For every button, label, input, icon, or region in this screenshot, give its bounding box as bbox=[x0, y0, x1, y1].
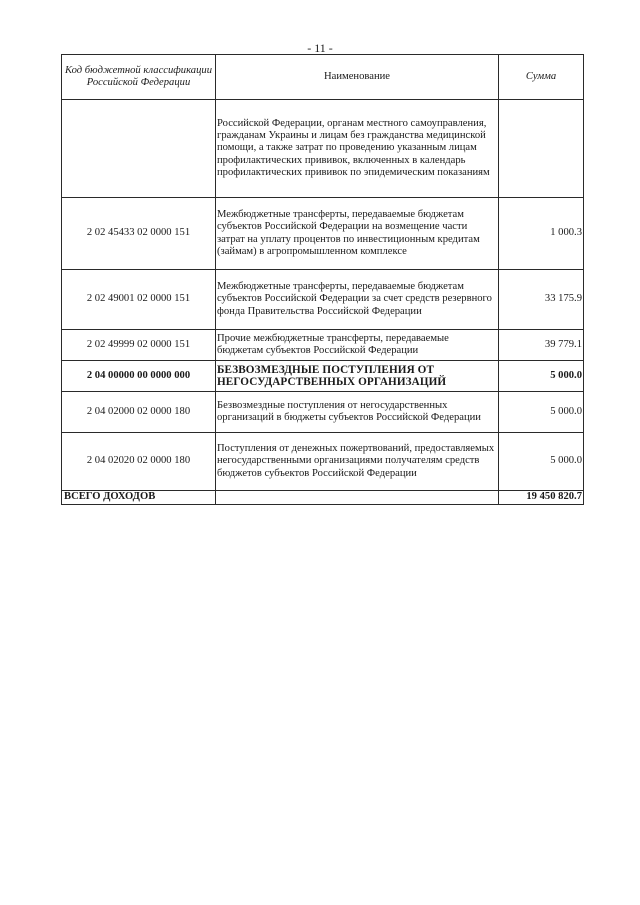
row-code: 2 04 02000 02 0000 180 bbox=[62, 392, 216, 433]
row-name: Безвозмездные поступления от негосударственных организаций в бюджеты субъектов Российской Федерации bbox=[216, 392, 499, 433]
row-sum: 39 779.1 bbox=[499, 330, 584, 361]
row-sum bbox=[499, 100, 584, 198]
total-row bbox=[62, 491, 584, 505]
row-code: 2 02 49001 02 0000 151 bbox=[62, 270, 216, 330]
row-sum: 5 000.0 bbox=[499, 433, 584, 491]
row-code: 2 04 00000 00 0000 000 bbox=[62, 361, 216, 392]
table-row bbox=[62, 392, 584, 433]
table-row bbox=[62, 198, 584, 270]
row-name: Прочие межбюджетные трансферты, передаваемые бюджетам субъектов Российской Федерации bbox=[216, 330, 499, 361]
revenue-table bbox=[61, 54, 584, 505]
row-name: Межбюджетные трансферты, передаваемые бюджетам субъектов Российской Федерации за счет средств резервного фонда Правительства Российской Федерации bbox=[216, 270, 499, 330]
table-row bbox=[62, 330, 584, 361]
row-code: 2 02 49999 02 0000 151 bbox=[62, 330, 216, 361]
header-sum: Сумма bbox=[499, 55, 584, 100]
total-empty-cell bbox=[216, 491, 499, 505]
row-code bbox=[62, 100, 216, 198]
table-header-row bbox=[62, 55, 584, 100]
row-code: 2 02 45433 02 0000 151 bbox=[62, 198, 216, 270]
row-name: Межбюджетные трансферты, передаваемые бюджетам субъектов Российской Федерации на возмещение части затрат на уплату процентов по инвестиционным кредитам (займам) в агропромышленном комплексе bbox=[216, 198, 499, 270]
table-row-section bbox=[62, 361, 584, 392]
row-sum: 1 000.3 bbox=[499, 198, 584, 270]
table-row bbox=[62, 100, 584, 198]
header-name: Наименование bbox=[216, 55, 499, 100]
page-number: - 11 - bbox=[307, 41, 333, 55]
table-row bbox=[62, 433, 584, 491]
table-row bbox=[62, 270, 584, 330]
row-name: Поступления от денежных пожертвований, предоставляемых негосударственными организациями получателям средств бюджетов субъектов Российской Федерации bbox=[216, 433, 499, 491]
total-sum: 19 450 820.7 bbox=[499, 491, 584, 505]
total-label: ВСЕГО ДОХОДОВ bbox=[62, 491, 216, 505]
row-sum: 5 000.0 bbox=[499, 361, 584, 392]
row-sum: 5 000.0 bbox=[499, 392, 584, 433]
row-name: БЕЗВОЗМЕЗДНЫЕ ПОСТУПЛЕНИЯ ОТ НЕГОСУДАРСТВЕННЫХ ОРГАНИЗАЦИЙ bbox=[216, 361, 499, 392]
row-name: Российской Федерации, органам местного самоуправления, гражданам Украины и лицам без гражданства медицинской помощи, а также затрат по проведению указанным лицам профилактических прививок, включенных в календарь профилактических прививок по эпидемическим показаниям bbox=[216, 100, 499, 198]
row-sum: 33 175.9 bbox=[499, 270, 584, 330]
row-code: 2 04 02020 02 0000 180 bbox=[62, 433, 216, 491]
header-code: Код бюджетной классификации Российской Федерации bbox=[62, 55, 216, 100]
